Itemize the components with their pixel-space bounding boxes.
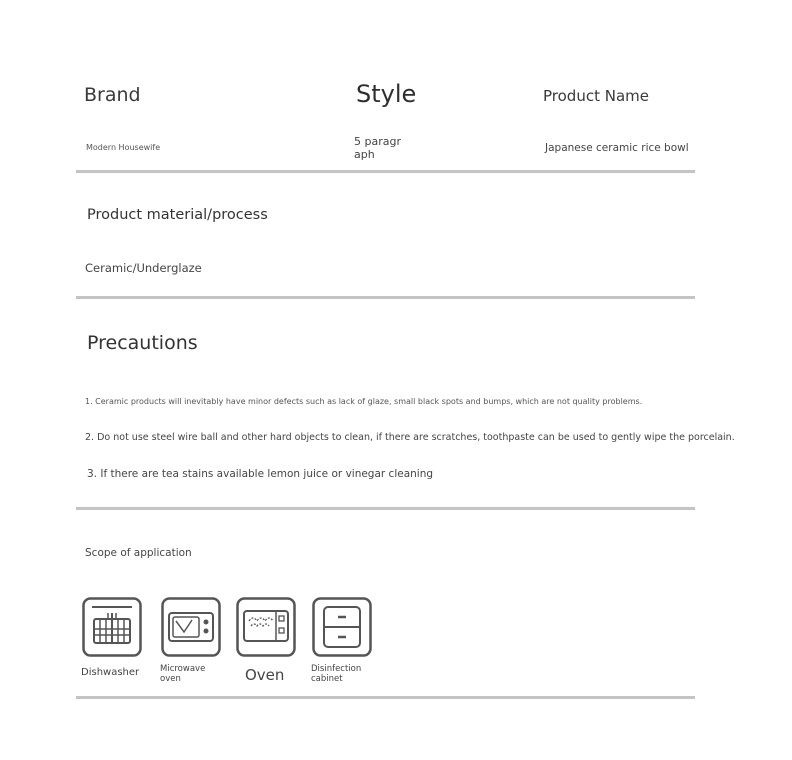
- precaution-item: 3. If there are tea stains available lemon juice or vinegar cleaning: [87, 468, 434, 480]
- divider: [76, 296, 695, 299]
- material-title: Product material/process: [87, 207, 268, 223]
- brand-label: Brand: [84, 84, 141, 106]
- product-name-label: Product Name: [543, 87, 649, 105]
- oven-label: Oven: [245, 666, 285, 684]
- disinfection-cabinet-icon: [312, 597, 372, 657]
- divider: [76, 507, 695, 510]
- microwave-label: Microwave oven: [160, 664, 206, 684]
- style-label: Style: [356, 80, 417, 108]
- scope-title: Scope of application: [85, 547, 192, 559]
- oven-icon: [236, 597, 296, 657]
- product-name-value: Japanese ceramic rice bowl: [545, 142, 689, 154]
- microwave-icon: [161, 597, 221, 657]
- dishwasher-icon: [82, 597, 142, 657]
- precaution-item: 2. Do not use steel wire ball and other hard objects to clean, if there are scratches, toothpaste can be used to gently wipe the porcelain.: [85, 432, 735, 443]
- precaution-item: 1. Ceramic products will inevitably have minor defects such as lack of glaze, small black spots and bumps, which are not quality problems.: [85, 397, 643, 406]
- disinfection-cabinet-label: Disinfection cabinet: [311, 664, 362, 684]
- brand-value: Modern Housewife: [86, 143, 161, 152]
- divider: [76, 696, 695, 699]
- dishwasher-label: Dishwasher: [81, 667, 140, 678]
- material-value: Ceramic/Underglaze: [85, 261, 202, 275]
- style-value: 5 paragr aph: [354, 135, 401, 161]
- precautions-title: Precautions: [87, 332, 198, 354]
- divider: [76, 170, 695, 173]
